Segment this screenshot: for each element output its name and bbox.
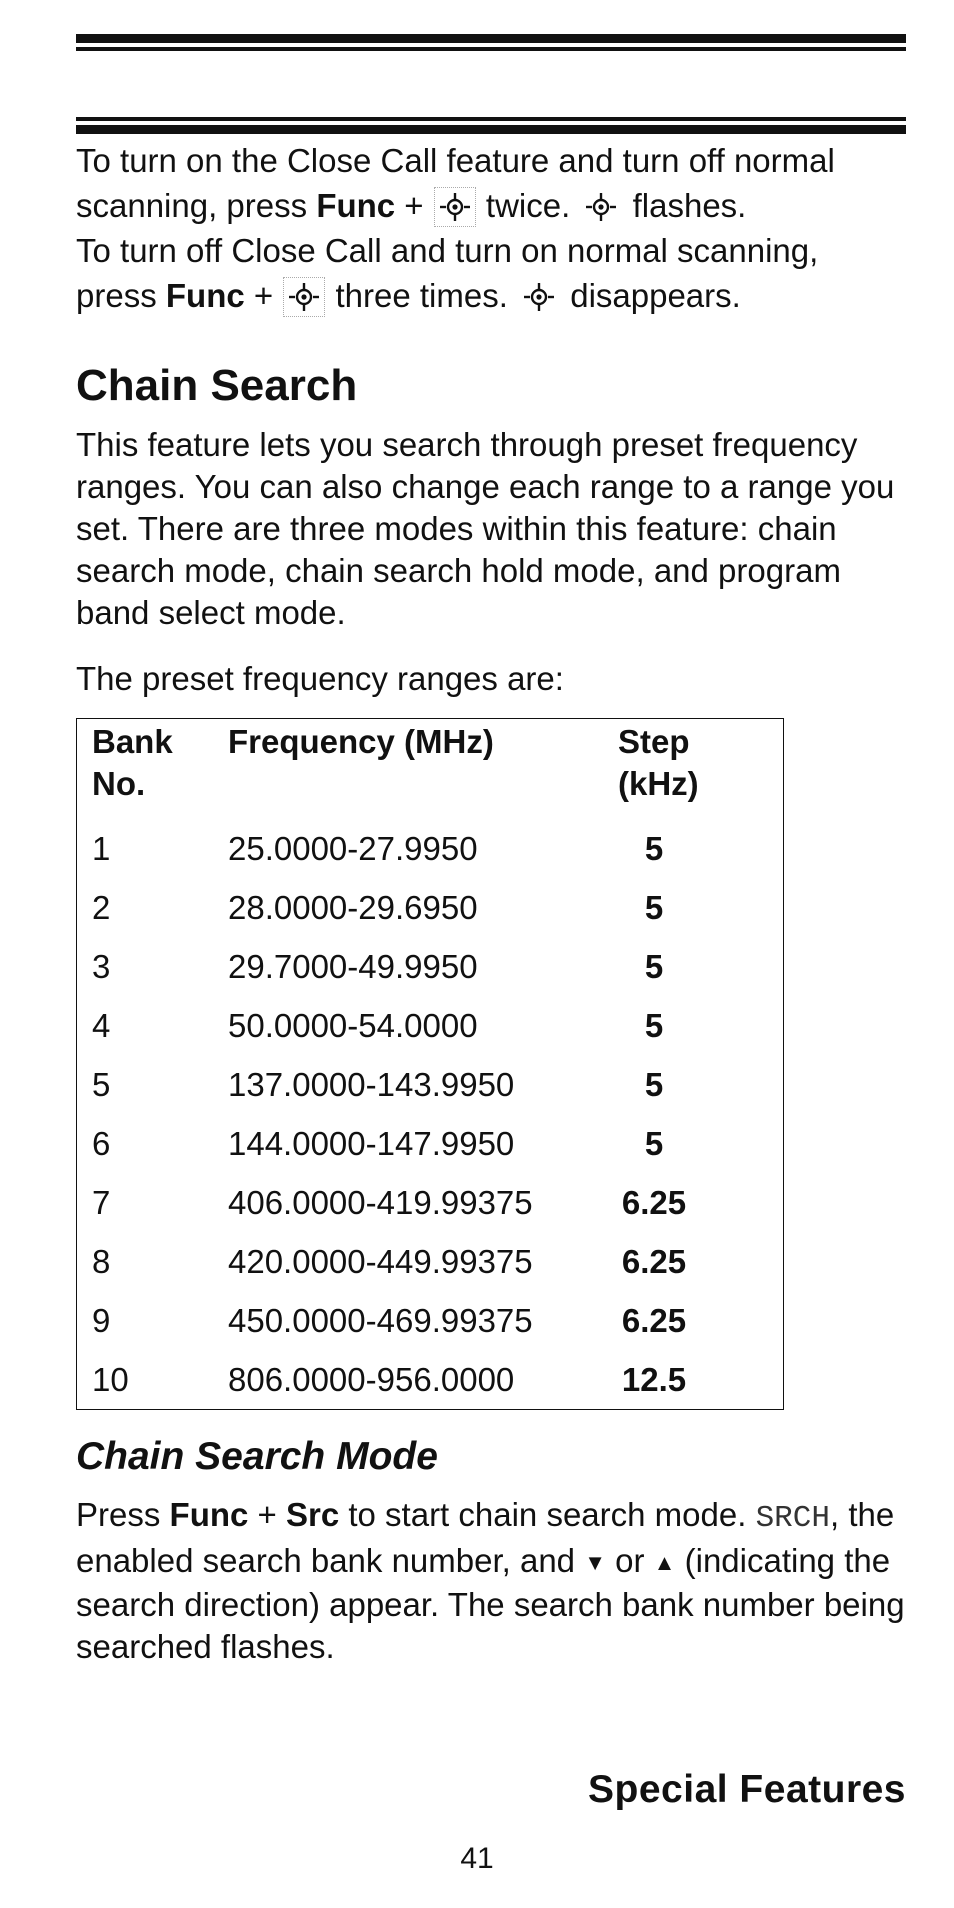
close-call-instructions — [76, 138, 906, 318]
srch-display-text: SRCH — [755, 1501, 830, 1536]
close-call-antenna-icon — [435, 188, 475, 226]
bank-number: 4 — [92, 1007, 111, 1044]
frequency-header: Frequency (MHz) — [228, 723, 494, 760]
frequency-range: 406.0000-419.99375 — [228, 1184, 533, 1221]
table-row — [77, 819, 784, 878]
src-key-label: Src — [285, 1496, 340, 1533]
step-value: 5 — [644, 830, 664, 867]
table-row — [77, 1055, 784, 1114]
bank-number: 8 — [92, 1243, 111, 1280]
step-value: 5 — [644, 889, 664, 926]
func-key-label: Func — [169, 1496, 249, 1533]
section-footer: Special Features — [588, 1768, 906, 1811]
header-rule-thick — [76, 34, 906, 43]
step-value: 5 — [644, 1066, 664, 1103]
bank-number: 1 — [92, 830, 111, 867]
frequency-range: 137.0000-143.9950 — [228, 1066, 515, 1103]
down-arrow-icon: ▼ — [584, 1550, 606, 1575]
frequency-range: 806.0000-956.0000 — [228, 1361, 515, 1398]
bank-number: 6 — [92, 1125, 111, 1162]
header-rule-thick — [76, 125, 906, 134]
table-row — [77, 1232, 784, 1291]
close-call-on-paragraph: To turn on the Close Call feature and turn off normal scanning, press Func + twice. flashes. — [76, 142, 835, 224]
step-value: 5 — [644, 1007, 664, 1044]
page-content — [76, 138, 906, 1668]
step-value: 5 — [644, 1125, 664, 1162]
step-value: 5 — [644, 948, 664, 985]
table-row — [77, 996, 784, 1055]
chain-search-mode-heading: Chain Search Mode — [76, 1435, 438, 1478]
bank-number: 2 — [92, 889, 111, 926]
frequency-range: 450.0000-469.99375 — [228, 1302, 533, 1339]
header-rule-thin — [76, 47, 906, 51]
frequency-range: 25.0000-27.9950 — [228, 830, 478, 867]
step-value: 6.25 — [621, 1184, 687, 1221]
table-row — [77, 1350, 784, 1410]
close-call-antenna-icon — [284, 278, 324, 316]
step-value: 6.25 — [621, 1243, 687, 1280]
bank-number: 9 — [92, 1302, 111, 1339]
chain-search-mode-description: Press Func + Src to start chain search mode. SRCH, the enabled search bank number, and ▼ or ▲ (indicating the search direction) appear. The search bank number being searched flashes. — [76, 1496, 905, 1665]
preset-ranges-intro: The preset frequency ranges are: — [76, 660, 564, 697]
chain-search-description: This feature lets you search through preset frequency ranges. You can also change each range to a range you set. There are three modes within this feature: chain search mode, chain search hold mode, and program band select mode. — [76, 426, 895, 631]
func-key-label: Func — [316, 187, 396, 224]
step-value: 12.5 — [621, 1361, 687, 1398]
frequency-range: 29.7000-49.9950 — [228, 948, 478, 985]
table-row — [77, 1114, 784, 1173]
page-number: 41 — [460, 1842, 494, 1875]
table-header-row — [77, 719, 784, 820]
header-rule-thin — [76, 117, 906, 121]
bank-number: 10 — [92, 1361, 129, 1398]
close-call-off-paragraph: To turn off Close Call and turn on normal scanning, press Func + three times. disappears. — [76, 232, 819, 314]
close-call-antenna-icon — [519, 278, 559, 316]
step-value: 6.25 — [621, 1302, 687, 1339]
bank-no-header: Bank No. — [92, 723, 173, 802]
func-key-label: Func — [165, 277, 245, 314]
table-row — [77, 1291, 784, 1350]
frequency-range: 50.0000-54.0000 — [228, 1007, 478, 1044]
table-row — [77, 878, 784, 937]
chain-search-heading: Chain Search — [76, 361, 358, 410]
bank-number: 3 — [92, 948, 111, 985]
step-header: Step (kHz) — [618, 723, 699, 802]
frequency-table — [76, 718, 784, 1410]
bank-number: 5 — [92, 1066, 111, 1103]
bank-number: 7 — [92, 1184, 111, 1221]
table-row — [77, 1173, 784, 1232]
frequency-range: 144.0000-147.9950 — [228, 1125, 515, 1162]
up-arrow-icon: ▲ — [653, 1550, 676, 1575]
frequency-range: 28.0000-29.6950 — [228, 889, 478, 926]
frequency-range: 420.0000-449.99375 — [228, 1243, 533, 1280]
table-row — [77, 937, 784, 996]
close-call-antenna-icon — [581, 188, 621, 226]
